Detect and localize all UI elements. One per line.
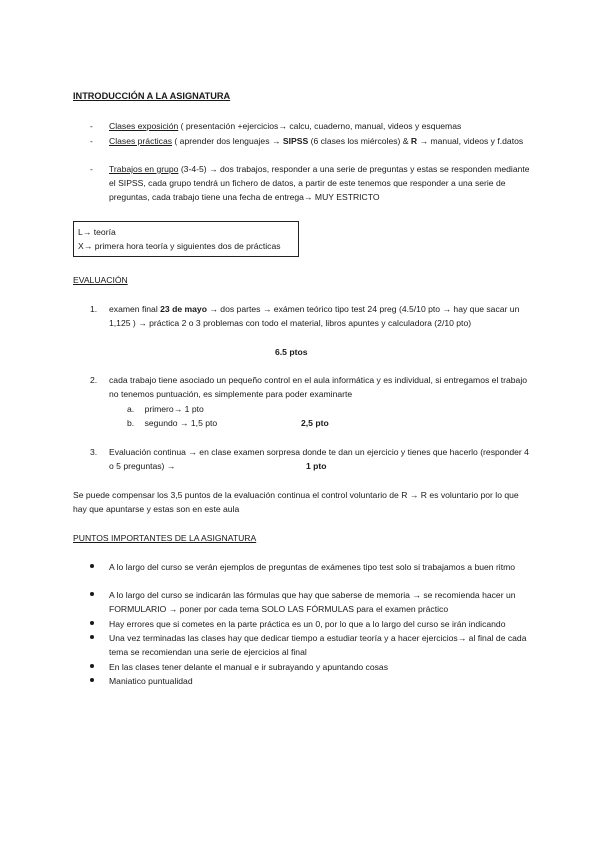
- sub-item: [127, 416, 217, 430]
- item-number: 2.: [90, 375, 98, 385]
- item-text: ( aprender dos lenguajes →: [172, 136, 283, 146]
- item-text: Hay errores que si cometes en la parte práctica es un 0, por lo que a lo largo del curso se irán indicando: [109, 619, 506, 629]
- list-item: [90, 373, 530, 401]
- section-heading-evaluacion: EVALUACIÓN: [73, 275, 128, 285]
- bullet-icon: [90, 664, 94, 668]
- list-item: [90, 674, 530, 688]
- item-number: 1.: [90, 304, 98, 314]
- item-text: → dos partes → exámen teórico tipo test 24 preg (4.5/10 pto → hay que sacar un 1,125 ) → práctica 2 o 3 problemas con todo el material, libros apuntes y calculadora (2/10 pto): [109, 304, 520, 328]
- list-item: [90, 119, 530, 133]
- bullet-icon: [90, 564, 94, 568]
- item-text: (6 clases los miércoles) &: [308, 136, 411, 146]
- item-bold: SIPSS: [282, 136, 309, 146]
- item-text: → manual, videos y f.datos: [417, 136, 524, 146]
- item-text: En las clases tener delante el manual e ir subrayando y apuntando cosas: [109, 662, 388, 672]
- item-text: cada trabajo tiene asociado un pequeño control en el aula informática y es individual, si entregamos el trabajo no tenemos puntuación, es simplemente para poder examinarte: [109, 375, 528, 399]
- list-item: [90, 134, 530, 148]
- score-label: 1 pto: [306, 461, 327, 471]
- dash-marker: -: [90, 136, 93, 146]
- note-line: X→ primera hora teoría y siguientes dos de prácticas: [78, 241, 281, 251]
- sub-text: primero→ 1 pto: [144, 404, 204, 414]
- bullet-icon: [90, 678, 94, 682]
- item-label: Clases exposición: [109, 121, 179, 131]
- note-line: L→ teoría: [78, 227, 116, 237]
- score-label: 6.5 ptos: [275, 347, 308, 357]
- item-text: Una vez terminadas las clases hay que dedicar tiempo a estudiar teoría y a hacer ejercicios→ al final de cada tema se recomiendan una serie de ejercicios al final: [109, 633, 527, 657]
- item-number: 3.: [90, 447, 98, 457]
- item-text: (3-4-5) → dos trabajos, responder a una serie de preguntas y estas se responden mediante el SIPSS, cada grupo tendrá un fichero de datos, a partir de este tenemos que responder a una serie de preguntas, cada trabajo tiene una fecha de entrega→ MUY ESTRICTO: [109, 164, 530, 202]
- item-text: Evaluación continua → en clase examen sorpresa donde te dan un ejercicio y tienes que hacerlo (responder 4 o 5 preguntas) →: [109, 447, 529, 471]
- item-label: Trabajos en grupo: [109, 164, 179, 174]
- item-bold: R: [410, 136, 418, 146]
- item-text: Maniatico puntualidad: [109, 676, 193, 686]
- list-item: [90, 302, 530, 330]
- compensation-paragraph: Se puede compensar los 3,5 puntos de la evaluación continua el control voluntario de R → R es voluntario por lo que hay que apuntarse y estas son en este aula: [73, 490, 519, 514]
- item-label: Clases prácticas: [109, 136, 173, 146]
- list-item: [90, 617, 530, 631]
- sub-text: segundo → 1,5 pto: [144, 418, 218, 428]
- list-item: [90, 588, 530, 616]
- bullet-icon: [90, 592, 94, 596]
- bullet-icon: [90, 621, 94, 625]
- list-item: [90, 660, 530, 674]
- item-text: ( presentación +ejercicios→ calcu, cuaderno, manual, videos y esquemas: [178, 121, 462, 131]
- sub-item: [127, 402, 204, 416]
- list-item: [90, 560, 530, 574]
- dash-marker: -: [90, 164, 93, 174]
- section-heading-puntos: PUNTOS IMPORTANTES DE LA ASIGNATURA: [73, 533, 257, 543]
- dash-marker: -: [90, 121, 93, 131]
- sub-letter: b.: [127, 418, 135, 428]
- schedule-note-box: [73, 221, 299, 257]
- bullet-icon: [90, 635, 94, 639]
- item-text: examen final: [109, 304, 161, 314]
- item-text: A lo largo del curso se indicarán las fórmulas que hay que saberse de memoria → se recomienda hacer un FORMULARIO → poner por cada tema SOLO LAS FÓRMULAS para el examen práctico: [109, 590, 516, 614]
- score-label: 2,5 pto: [301, 418, 329, 428]
- list-item: [90, 162, 530, 204]
- list-item: [90, 631, 530, 659]
- item-bold: 23 de mayo: [160, 304, 207, 314]
- item-text: A lo largo del curso se verán ejemplos de preguntas de exámenes tipo test solo si trabajamos a buen ritmo: [109, 562, 516, 572]
- page-title: INTRODUCCIÓN A LA ASIGNATURA: [73, 91, 231, 101]
- sub-letter: a.: [127, 404, 135, 414]
